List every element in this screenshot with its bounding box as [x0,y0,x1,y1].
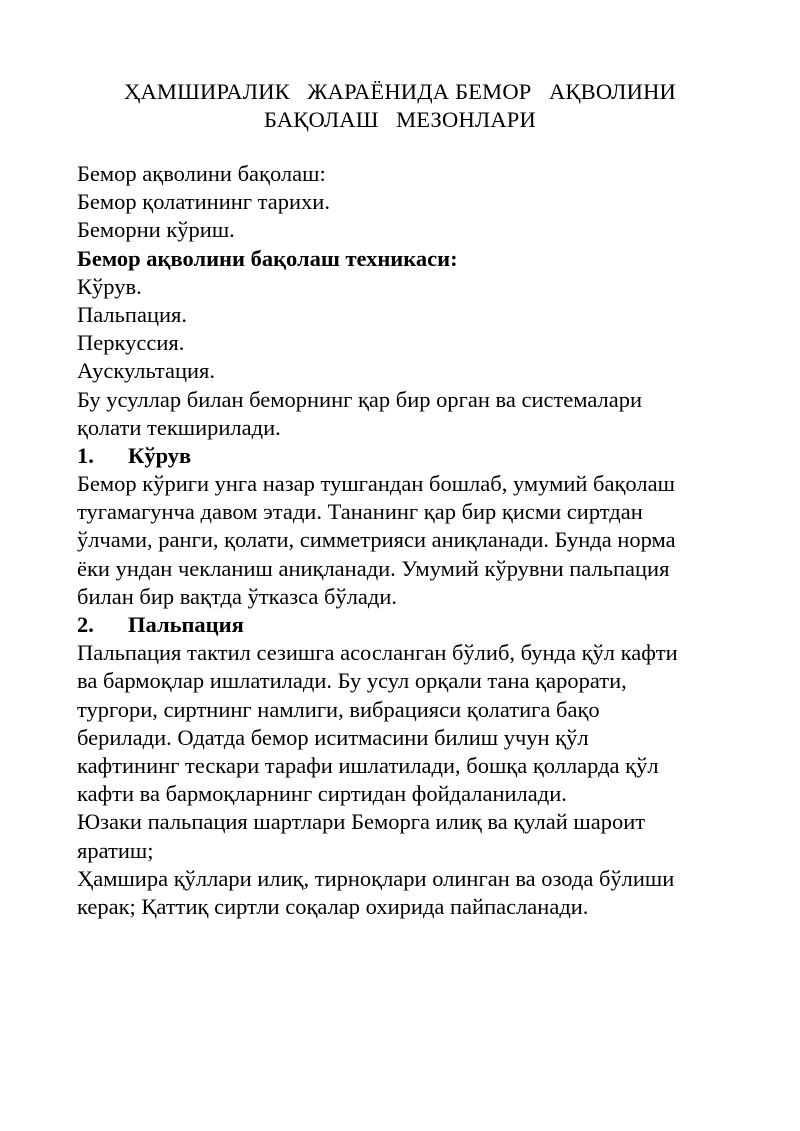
intro-line-2: Бемор қолатининг тарихи. [77,189,330,215]
section-1-heading [77,442,757,470]
section-2-line: керак; Қаттиқ сиртли соқалар охирида пайпасланади. [77,893,589,919]
section-1-line: Бемор кўриги унга назар тушгандан бошлаб, умумий бақолаш [77,471,675,497]
section-2-line: яратиш; [77,837,154,863]
section-1-number: 1. [77,442,94,468]
summary-line-1: Бу усуллар билан беморнинг қар бир орган ва системалари [77,386,643,412]
technique-item: Аускультация. [77,358,216,384]
section-1-line: ёки ундан чекланиш аниқланади. Умумий кўрувни пальпация [77,555,670,581]
section-2-line: берилади. Одатда бемор иситмасини билиш учун қўл [77,724,589,750]
section-1-line: ўлчами, ранги, қолати, симметрияси аниқланади. Бунда норма [77,527,676,553]
technique-item: Пальпация. [77,301,188,327]
section-1-title: Кўрув [128,442,192,468]
technique-item: Перкуссия. [77,330,185,356]
section-2-title: Пальпация [128,612,244,637]
section-2-heading [77,611,757,639]
section-2-line: кафтининг тескари тарафи ишлатилади, бошқа қолларда қўл [77,752,659,778]
summary-line-2: қолати текширилади. [77,414,281,440]
section-2-line: кафти ва бармоқларнинг сиртидан фойдаланилади. [77,781,567,807]
section-2-line: Ҳамшира қўллари илиқ, тирноқлари олинган ва озода бўлиши [77,865,675,891]
section-2-line: Пальпация тактил сезишга асосланган бўлиб, бунда қўл кафти [77,640,678,666]
section-2-line: ва бармоқлар ишлатилади. Бу усул орқали тана қарорати, [77,668,627,694]
technique-item: Кўрув. [77,273,142,299]
section-2-number: 2. [77,612,94,637]
section-2-line: тургори, сиртнинг намлиги, вибрацияси қолатига бақо [77,696,600,722]
intro-line-3: Беморни кўриш. [77,217,235,243]
title-line-1: ҲАМШИРАЛИК ЖАРАЁНИДА БЕМОР АҚВОЛИНИ [124,79,676,104]
document-title [60,78,740,134]
title-line-2: БАҚОЛАШ МЕЗОНЛАРИ [264,107,536,132]
section-1-line: билан бир вақтда ўтказса бўлади. [77,583,398,609]
technique-heading: Бемор ақволини бақолаш техникаси: [77,245,458,271]
section-1-line: тугамагунча давом этади. Тананинг қар бир қисми сиртдан [77,499,643,525]
document-body [77,160,757,921]
intro-line-1: Бемор ақволини бақолаш: [77,161,326,186]
section-2-line: Юзаки пальпация шартлари Беморга илиқ ва қулай шароит [77,809,646,835]
